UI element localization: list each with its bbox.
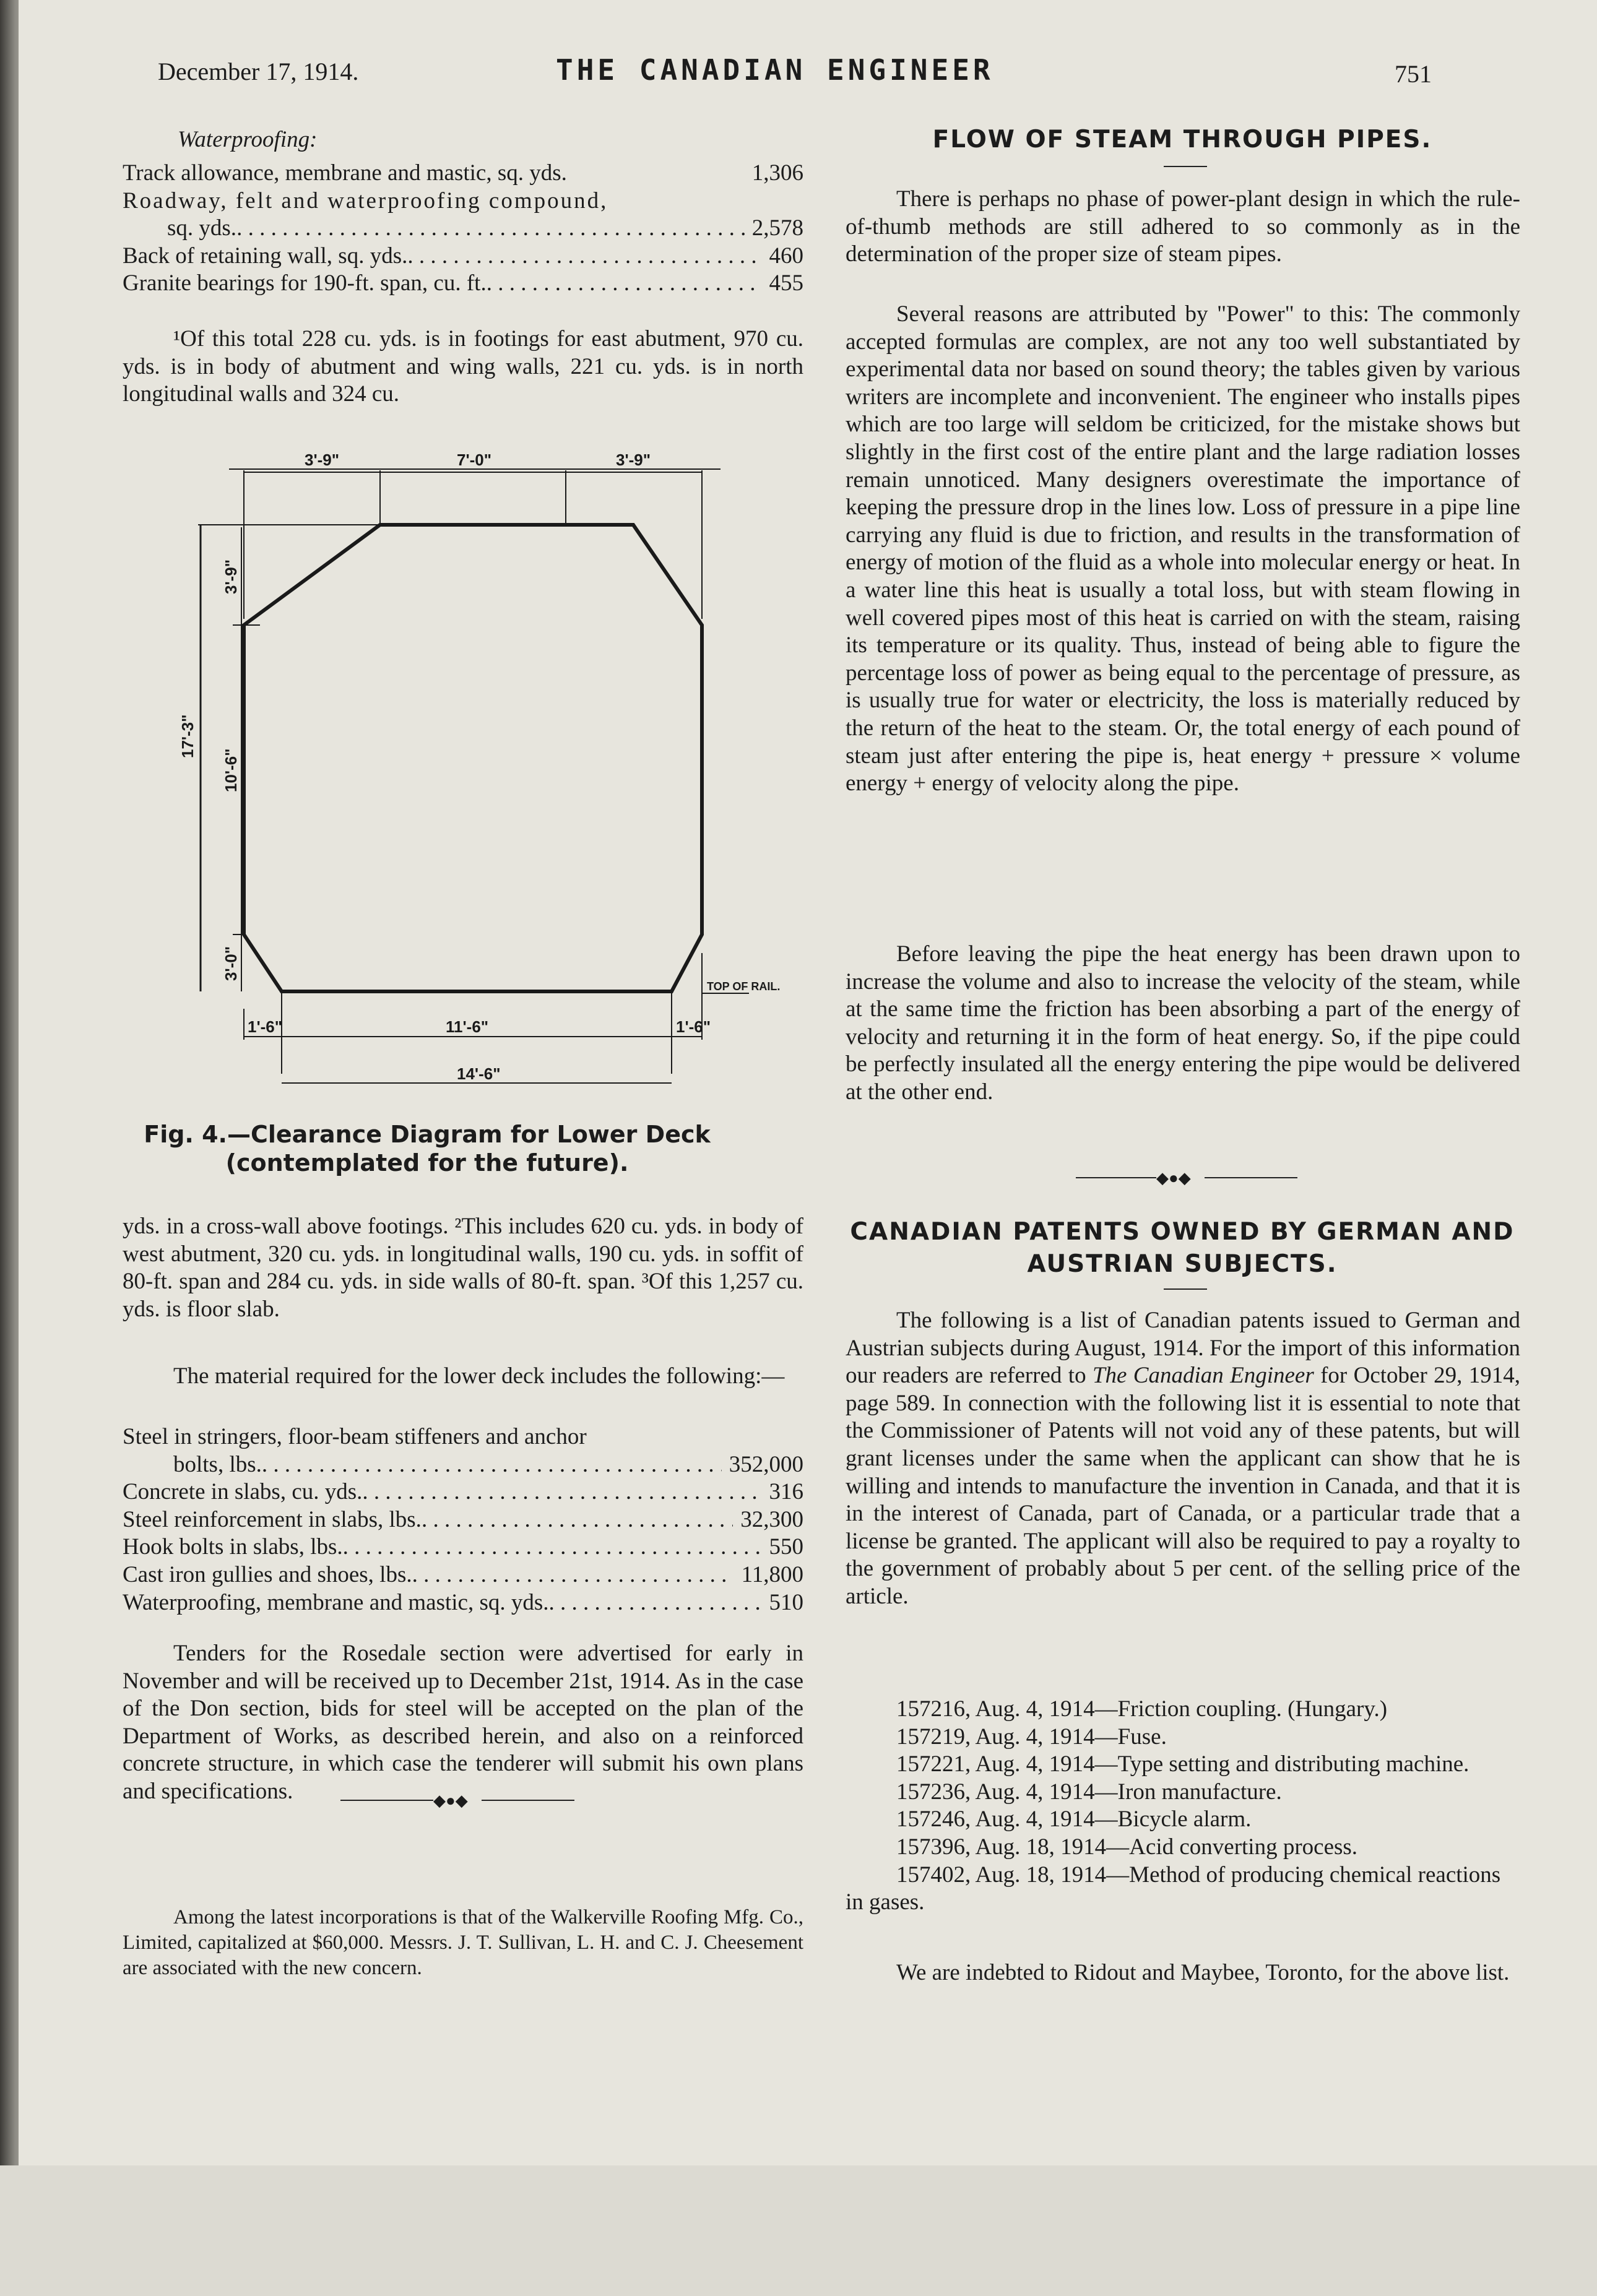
- list-item: Waterproofing, membrane and mastic, sq. yds. . . . 510: [123, 1589, 803, 1617]
- patent-item: 157219, Aug. 4, 1914—Fuse.: [896, 1724, 1167, 1750]
- patent-item: 157221, Aug. 4, 1914—Type setting and distributing machine.: [896, 1751, 1469, 1777]
- rail-label: TOP OF RAIL.: [707, 980, 781, 993]
- patent-item: 157236, Aug. 4, 1914—Iron manufacture.: [896, 1779, 1282, 1805]
- dim-upper-chamfer: 3'-9": [222, 559, 240, 594]
- dim-total-height: 17'-3": [178, 714, 197, 758]
- waterproofing-heading: Waterproofing:: [178, 127, 318, 152]
- dim-bottom-left: 1'-6": [248, 1017, 283, 1036]
- heading-rule: [1164, 166, 1207, 167]
- ornament-line-left: [340, 1800, 433, 1801]
- dim-base-width: 14'-6": [457, 1064, 501, 1083]
- list-item: Hook bolts in slabs, lbs. . . . 550: [123, 1534, 803, 1561]
- dim-top-left: 3'-9": [305, 451, 340, 469]
- journal-page: [19, 0, 1597, 2165]
- patents-heading: CANADIAN PATENTS OWNED BY GERMAN AND AUSTRIAN SUBJECTS.: [850, 1218, 1515, 1278]
- steam-paragraph-1: There is perhaps no phase of power-plant design in which the rule-of-thumb methods are still adhered to so commonly as in the determination of the proper size of steam pipes.: [846, 186, 1520, 267]
- list-item: Steel in stringers, floor-beam stiffeners and anchor: [123, 1424, 587, 1449]
- clearance-diagram: [161, 433, 829, 1108]
- ornament-line-right: [1076, 1177, 1156, 1178]
- journal-name: The Canadian Engineer: [1092, 1363, 1314, 1389]
- dim-middle: 10'-6": [222, 748, 240, 792]
- dim-top-right: 3'-9": [616, 451, 651, 469]
- list-item: Roadway, felt and waterproofing compound,: [123, 188, 608, 214]
- lower-deck-list: [123, 1423, 803, 1616]
- thanks-paragraph: We are indebted to Ridout and Maybee, Toronto, for the above list.: [896, 1960, 1510, 1985]
- list-item: bolts, lbs. . . . 352,000: [123, 1451, 803, 1479]
- list-item: sq. yds. . . . 2,578: [123, 215, 803, 243]
- ornament-line-right-2: [1205, 1177, 1297, 1178]
- page-number: 751: [1395, 60, 1432, 88]
- ornament-diamonds-right: ◆●◆: [1156, 1169, 1191, 1187]
- list-item: Track allowance, membrane and mastic, sq. yds. 1,306: [123, 160, 803, 186]
- list-item: Granite bearings for 190-ft. span, cu. ft. . . . 455: [123, 270, 803, 298]
- patent-item: 157216, Aug. 4, 1914—Friction coupling. (Hungary.): [896, 1696, 1388, 1722]
- ornament-diamonds-left: ◆●◆: [433, 1792, 468, 1810]
- dim-bottom-right: 1'-6": [676, 1017, 711, 1036]
- list-item: Cast iron gullies and shoes, lbs. . . . 11,800: [123, 1561, 803, 1589]
- clearance-outline: [244, 525, 702, 991]
- footnote-1: ¹Of this total 228 cu. yds. is in footings for east abutment, 970 cu. yds. is in body of abutment and wing walls, 221 cu. yds. is in north longitudinal walls and 324 cu.: [123, 326, 803, 407]
- steam-heading: FLOW OF STEAM THROUGH PIPES.: [932, 126, 1432, 153]
- tenders-paragraph: Tenders for the Rosedale section were advertised for early in November and will be received up to December 21st, 1914. As in the case of the Don section, bids for steel will be accepted on the plan of the Department of Works, as described herein, and also on a reinforced concrete structure, in which case the tenderer will submit his own plans and specifications.: [123, 1641, 803, 1804]
- steam-paragraph-2: Several reasons are attributed by "Power" to this: The commonly accepted formulas are complex, are not any too well substantiated by experimental data nor based on sound theory; the tables given by various writers are incomplete and inconvenient. The engineer who installs pipes which are too large will seldom be criticized, for the mistake shows but slightly in the first cost of the entire plant and the large radiation losses remain unnoticed. Many designers overestimate the importance of keeping the pressure drop in the lines low. Loss of pressure in a pipe line carrying any fluid is due to friction, and results in the transformation of energy of motion of the fluid as a whole into molecular energy or heat. In a water line this heat is usually a total loss, but with steam flowing in well covered pipes most of this heat is carried on with the steam, raising its temperature or its quality. Thus, instead of being able to figure the percentage loss of power as being equal to the percentage of pressure, as is usually true for water or electricity, the loss is materially reduced by the return of the heat to the steam. Or, the total energy of each pound of steam just after entering the pipe is, heat energy + pressure × volume energy + energy of velocity along the pipe.: [846, 301, 1520, 796]
- ornament-line-left-2: [482, 1800, 574, 1801]
- steam-paragraph-3: Before leaving the pipe the heat energy has been drawn upon to increase the volume and also to increase the velocity of the steam, while at the same time the friction has been absorbing a part of the energy of velocity and returning it in the form of heat energy. So, if the pipe could be perfectly insulated all the energy entering the pipe would be delivered at the other end.: [846, 941, 1520, 1105]
- patent-item: 157396, Aug. 18, 1914—Acid converting process.: [896, 1834, 1358, 1860]
- patent-item: 157402, Aug. 18, 1914—Method of producing chemical reactions in gases.: [846, 1862, 1501, 1915]
- heading-rule-2: [1164, 1288, 1207, 1290]
- dim-lower-chamfer: 3'-0": [222, 946, 240, 981]
- list-item: Back of retaining wall, sq. yds. . . . 460: [123, 243, 803, 270]
- ornament-divider-left: [340, 2277, 576, 2296]
- waterproofing-list: [123, 160, 803, 298]
- dim-top-mid: 7'-0": [457, 451, 492, 469]
- footnote-continued: yds. in a cross-wall above footings. ²This includes 620 cu. yds. in body of west abutment, 320 cu. yds. in longitudinal walls, 190 cu. yds. in soffit of 80-ft. span and 284 cu. yds. in side walls of 80-ft. span. ³Of this 1,257 cu. yds. is floor slab.: [123, 1214, 803, 1322]
- figure-caption: Fig. 4.—Clearance Diagram for Lower Deck (contemplated for the future).: [144, 1121, 711, 1176]
- lower-deck-intro: The material required for the lower deck includes the following:—: [173, 1363, 785, 1389]
- patents-intro: The following is a list of Canadian patents issued to German and Austrian subjects during August, 1914. For the import of this information our readers are referred to The Canadian Engineer for October 29, 1914, page 589. In connection with the following list it is essential to note that the Commissioner of Patents will not void any of these patents, but will grant licenses under the same when the applicant can show that he is willing and intends to manufacture the invention in Canada, and that it is in the interest of Canada, part of Canada, or a particular trade that a license be granted. The applicant will also be required to pay a royalty to the government of probably about 5 per cent. of the selling price of the article.: [846, 1308, 1520, 1609]
- dim-bottom-mid: 11'-6": [446, 1017, 489, 1036]
- incorporation-paragraph: Among the latest incorporations is that of the Walkerville Roofing Mfg. Co., Limited, capitalized at $60,000. Messrs. J. T. Sullivan, L. H. and C. J. Cheesement are associated with the new concern.: [123, 1906, 803, 1979]
- patent-list: [846, 1696, 1520, 1917]
- list-item: Concrete in slabs, cu. yds. . . . 316: [123, 1478, 803, 1506]
- issue-date: December 17, 1914.: [158, 58, 359, 85]
- list-item: Steel reinforcement in slabs, lbs. . . . 32,300: [123, 1506, 803, 1534]
- journal-title: THE CANADIAN ENGINEER: [556, 53, 994, 87]
- patent-item: 157246, Aug. 4, 1914—Bicycle alarm.: [896, 1806, 1252, 1832]
